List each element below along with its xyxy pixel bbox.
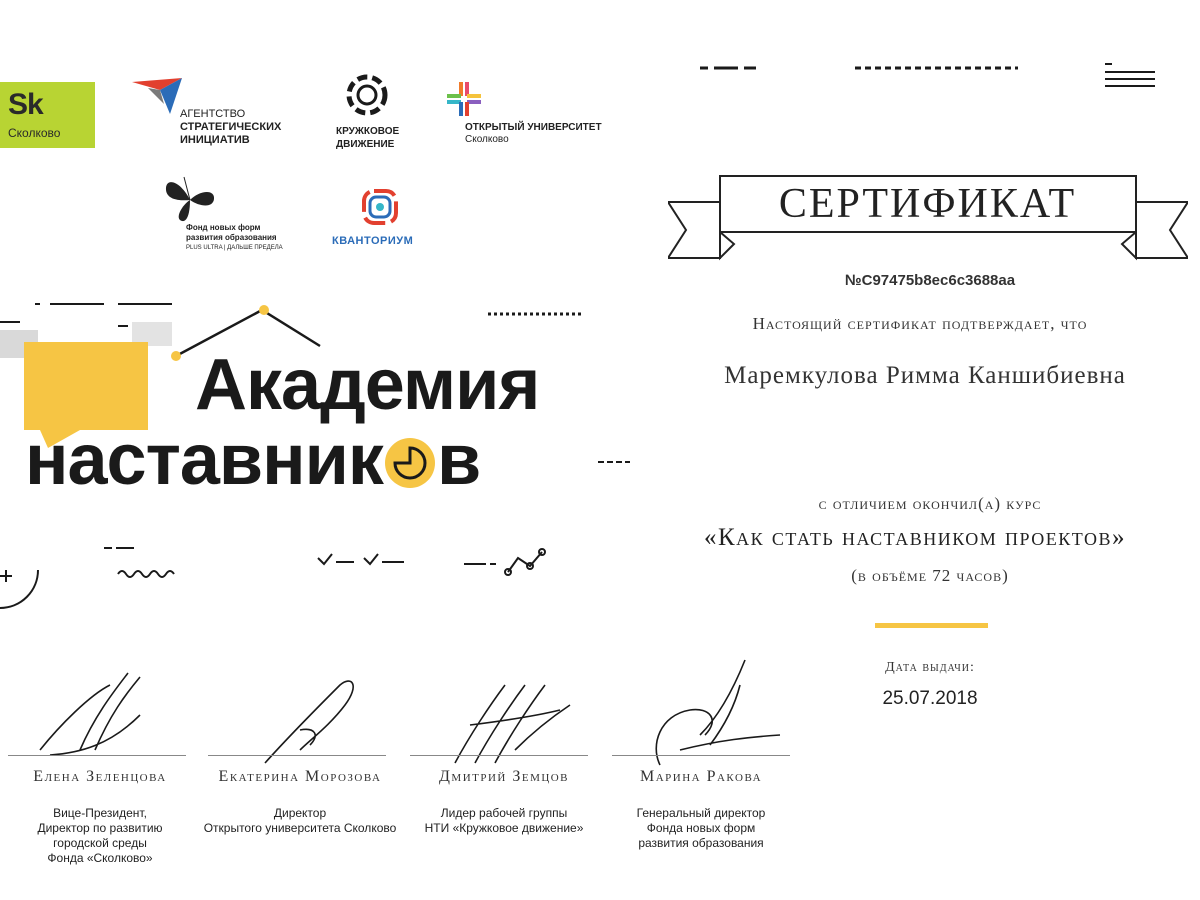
asi-arrow-icon <box>130 76 185 116</box>
kvantorium-logo-name: КВАНТОРИУМ <box>332 235 414 247</box>
signatory-role-3-line1: Лидер рабочей группы <box>440 806 568 820</box>
signatory-role-1 <box>0 806 200 866</box>
asi-logo-line1: АГЕНТСТВО <box>180 108 246 120</box>
roof-dot-left <box>171 351 181 361</box>
issue-date-label: Дата выдачи: <box>885 660 975 675</box>
open-university-line2: Сколково <box>465 134 509 145</box>
academy-title-line1: Академия <box>195 345 540 425</box>
asi-logo <box>130 76 300 156</box>
kruzhok-logo-line2: ДВИЖЕНИЕ <box>336 139 395 150</box>
signature-line-2 <box>208 755 386 756</box>
signatory-name-2: Екатерина Морозова <box>218 768 382 785</box>
course-name: «Как стать наставником проектов» <box>703 524 1127 551</box>
course-hours: (в объёме 72 часов) <box>851 566 1009 585</box>
signatory-role-4-line3: развития образования <box>638 836 764 850</box>
signatory-name-1: Елена Зеленцова <box>33 768 167 785</box>
issue-date-value: 25.07.2018 <box>882 688 978 709</box>
academy-title-line2 <box>25 420 480 500</box>
kvantorium-logo <box>330 185 430 255</box>
wavy-line <box>118 571 174 577</box>
signatory-role-4 <box>601 806 801 851</box>
finished-text: с отличием окончил(а) курс <box>818 494 1042 513</box>
kruzhok-ring-icon <box>342 70 392 120</box>
certificate-title: СЕРТИФИКАТ <box>778 181 1077 227</box>
signatory-role-1-line1: Вице-Президент, <box>53 806 147 820</box>
signatory-name-4: Марина Ракова <box>639 768 763 785</box>
yellow-speech-bubble <box>24 342 148 430</box>
signatory-role-4-line1: Генеральный директор <box>636 806 766 820</box>
confirm-text: Настоящий сертификат подтверждает, что <box>752 314 1088 333</box>
kruzhok-logo <box>330 70 420 155</box>
signatory-role-4-line2: Фонда новых форм <box>646 821 756 835</box>
fond-logo-line2: развития образования <box>186 233 277 242</box>
signature-zemtsov <box>455 685 570 763</box>
signature-rakova <box>656 660 780 765</box>
signatory-role-3 <box>404 806 604 836</box>
signatory-role-2 <box>200 806 400 836</box>
roof-dot-top <box>259 305 269 315</box>
asi-logo-line2: СТРАТЕГИЧЕСКИХ <box>180 121 282 133</box>
signature-morozova <box>265 681 353 763</box>
signatory-role-2-line1: Директор <box>273 806 327 820</box>
yellow-divider <box>875 623 988 628</box>
signatory-role-2-line2: Открытого университета Сколково <box>203 821 397 835</box>
kruzhok-logo-line1: КРУЖКОВОЕ <box>336 126 400 137</box>
open-university-icon <box>445 80 483 118</box>
signatory-role-1-line4: Фонда «Сколково» <box>47 851 153 865</box>
butterfly-icon <box>160 175 220 225</box>
skolkovo-logo-mark: Sk <box>8 88 43 121</box>
open-university-logo <box>445 80 610 150</box>
fond-logo <box>160 175 300 255</box>
skolkovo-logo <box>0 82 95 148</box>
fond-logo-line3: PLUS ULTRA | ДАЛЬШЕ ПРЕДЕЛА <box>186 245 283 251</box>
signatory-role-1-line3: городской среды <box>53 836 147 850</box>
skolkovo-logo-name: Сколково <box>8 126 61 140</box>
signature-line-4 <box>612 755 790 756</box>
signature-line-1 <box>8 755 186 756</box>
handwritten-signatures <box>0 655 800 775</box>
recipient-name: Маремкулова Римма Каншибиевна <box>724 362 1126 389</box>
academy-title-line2-end: в <box>436 420 481 500</box>
signatory-name-3: Дмитрий Земцов <box>439 768 569 785</box>
kvantorium-icon <box>358 185 402 229</box>
asi-logo-line3: ИНИЦИАТИВ <box>180 134 250 146</box>
certificate-number: №C97475b8ec6c3688aa <box>844 272 1016 289</box>
top-right-dashes <box>700 60 1160 100</box>
academy-title-line2-start: наставник <box>25 420 383 500</box>
signatory-role-1-line2: Директор по развитию <box>37 821 163 835</box>
fond-logo-line1: Фонд новых форм <box>186 223 261 232</box>
signature-line-3 <box>410 755 588 756</box>
open-university-line1: ОТКРЫТЫЙ УНИВЕРСИТЕТ <box>465 122 602 133</box>
signatory-role-3-line2: НТИ «Кружковое движение» <box>424 821 584 835</box>
signature-zelentsova <box>40 673 140 755</box>
academy-o-pie-icon <box>383 436 437 490</box>
